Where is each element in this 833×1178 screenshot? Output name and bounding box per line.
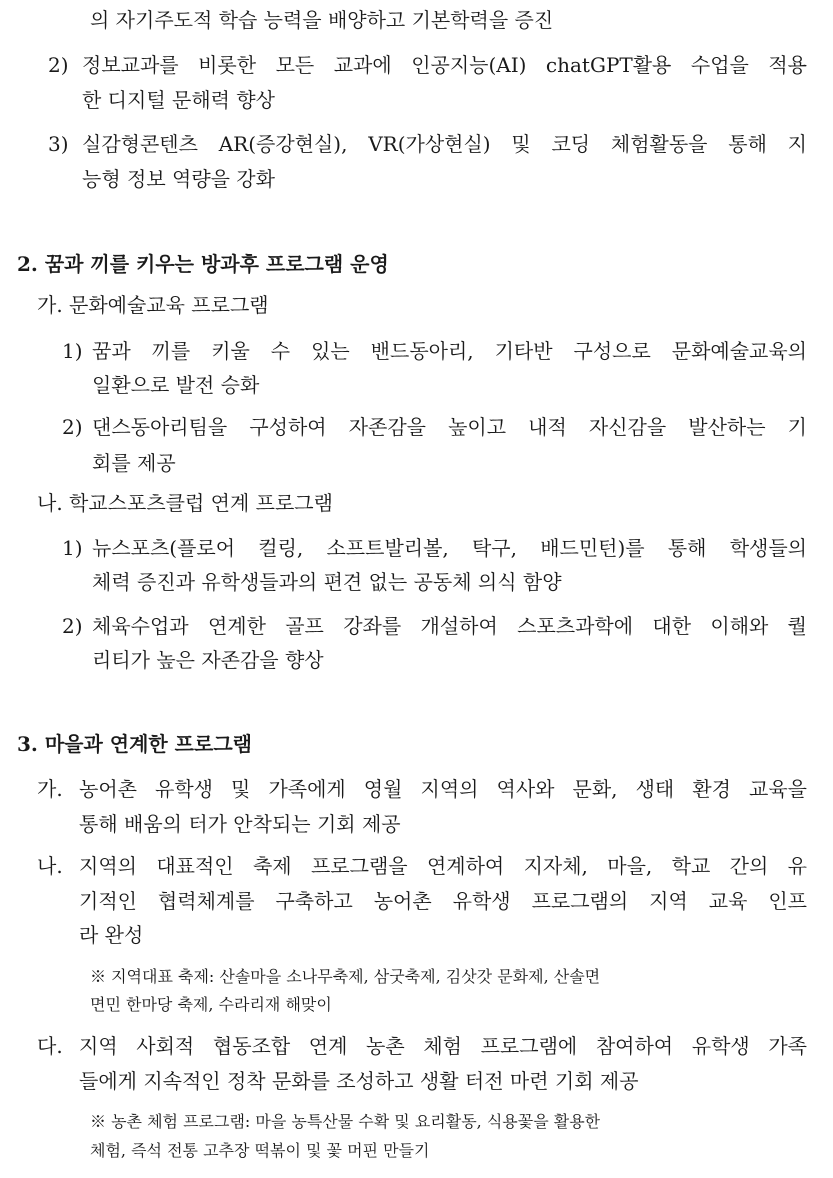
sec2-na-item1-line1: 뉴스포츠(플로어 컬링, 소프트발리볼, 탁구, 배드민턴)를 통해 학생들의 xyxy=(92,536,807,560)
sec3-da-note-line2: 체험, 즉석 전통 고추장 떡볶이 및 꽃 머핀 만들기 xyxy=(90,1141,430,1160)
sec1-item2-line1: 정보교과를 비롯한 모든 교과에 인공지능(AI) chatGPT활용 수업을 적용 xyxy=(82,53,807,77)
sec2-ga-item1-number: 1) xyxy=(62,339,83,363)
sec3-na-note-line1: ※ 지역대표 축제: 산솔마을 소나무축제, 삼굿축제, 김삿갓 문화제, 산솔면 xyxy=(90,967,601,986)
sec2-ga-item1-line2: 일환으로 발전 승화 xyxy=(92,373,260,397)
sec2-na-label: 나. 학교스포츠클럽 연계 프로그램 xyxy=(37,491,333,515)
sec1-item3-line1: 실감형콘텐츠 AR(증강현실), VR(가상현실) 및 코딩 체험활동을 통해 지 xyxy=(82,132,807,156)
sec1-item2-line2: 한 디지털 문해력 향상 xyxy=(82,88,275,112)
sec2-na-item1-number: 1) xyxy=(62,536,83,560)
sec3-na-mark: 나. xyxy=(37,854,63,878)
sec3-ga-line1: 농어촌 유학생 및 가족에게 영월 지역의 역사와 문화, 생태 환경 교육을 xyxy=(79,777,807,801)
sec3-title: 3. 마을과 연계한 프로그램 xyxy=(17,732,252,756)
sec2-ga-item2-line1: 댄스동아리팀을 구성하여 자존감을 높이고 내적 자신감을 발산하는 기 xyxy=(92,415,807,439)
sec2-na-item2-line1: 체육수업과 연계한 골프 강좌를 개설하여 스포츠과학에 대한 이해와 퀄 xyxy=(92,614,807,638)
sec2-ga-item1-line1: 꿈과 끼를 키울 수 있는 밴드동아리, 기타반 구성으로 문화예술교육의 xyxy=(92,339,807,363)
sec1-continuation-line: 의 자기주도적 학습 능력을 배양하고 기본학력을 증진 xyxy=(90,8,554,32)
sec3-na-line2: 기적인 협력체계를 구축하고 농어촌 유학생 프로그램의 지역 교육 인프 xyxy=(79,889,807,913)
sec3-na-line1: 지역의 대표적인 축제 프로그램을 연계하여 지자체, 마을, 학교 간의 유 xyxy=(79,854,807,878)
sec2-ga-item2-number: 2) xyxy=(62,415,83,439)
sec1-item2-number: 2) xyxy=(48,53,69,77)
sec2-ga-item2-line2: 회를 제공 xyxy=(92,451,176,475)
sec2-na-item2-line2: 리티가 높은 자존감을 향상 xyxy=(92,648,324,672)
sec3-da-note-line1: ※ 농촌 체험 프로그램: 마을 농특산물 수확 및 요리활동, 식용꽃을 활용한 xyxy=(90,1112,601,1131)
sec3-na-line3: 라 완성 xyxy=(79,923,144,947)
sec3-da-mark: 다. xyxy=(37,1034,63,1058)
sec3-da-line1: 지역 사회적 협동조합 연계 농촌 체험 프로그램에 참여하여 유학생 가족 xyxy=(79,1034,807,1058)
sec1-item3-line2: 능형 정보 역량을 강화 xyxy=(82,167,275,191)
sec2-title: 2. 꿈과 끼를 키우는 방과후 프로그램 운영 xyxy=(17,252,389,276)
sec2-na-item2-number: 2) xyxy=(62,614,83,638)
sec3-na-note-line2: 면민 한마당 축제, 수라리재 해맞이 xyxy=(90,995,332,1014)
sec1-item3-number: 3) xyxy=(48,132,69,156)
sec2-na-item1-line2: 체력 증진과 유학생들과의 편견 없는 공동체 의식 함양 xyxy=(92,570,562,594)
sec3-ga-mark: 가. xyxy=(37,777,63,801)
sec3-da-line2: 들에게 지속적인 정착 문화를 조성하고 생활 터전 마련 기회 제공 xyxy=(79,1069,639,1093)
sec2-ga-label: 가. 문화예술교육 프로그램 xyxy=(37,293,269,317)
sec3-ga-line2: 통해 배움의 터가 안착되는 기회 제공 xyxy=(79,812,401,836)
